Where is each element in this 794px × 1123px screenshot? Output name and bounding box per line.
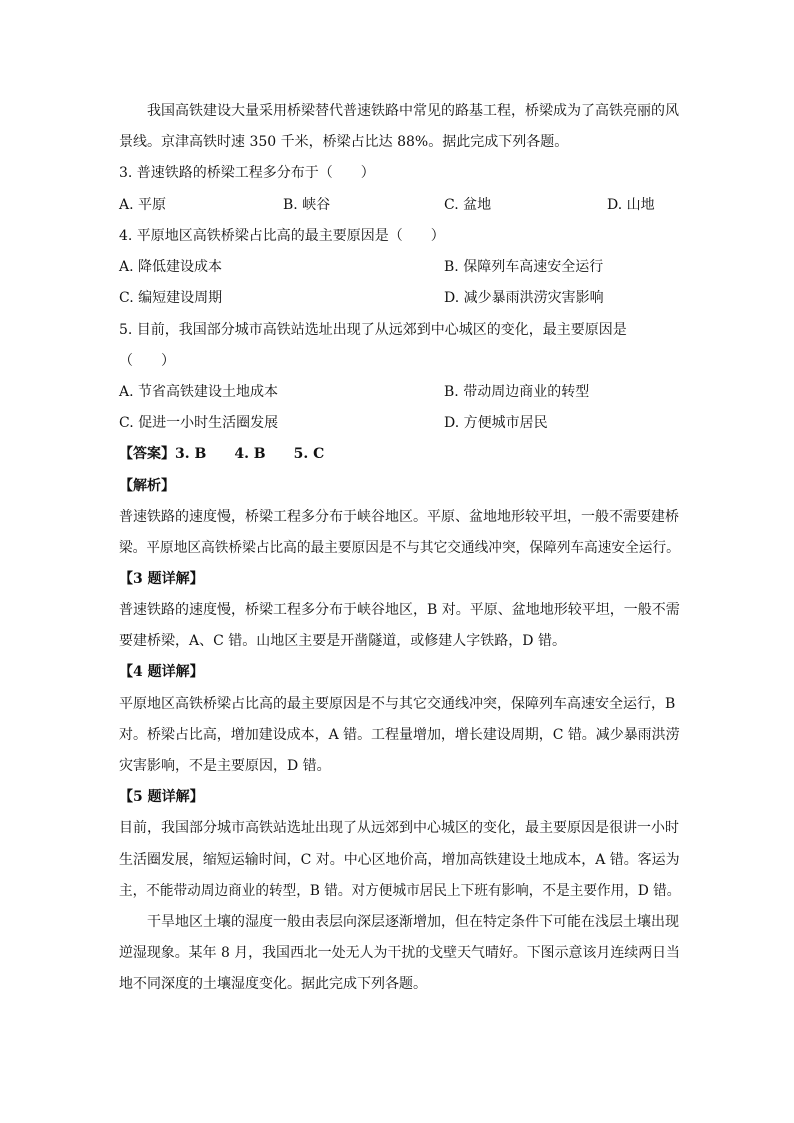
q3-option-d: D. 山地 xyxy=(607,197,655,213)
q5-option-c: C. 促进一小时生活圈发展 xyxy=(119,415,279,431)
q3-option-b: B. 峡谷 xyxy=(283,197,331,213)
detail-5-line-2: 生活圈发展，缩短运输时间，C 对。中心区地价高，增加高铁建设土地成本，A 错。客运为 xyxy=(119,852,680,868)
detail-5-line-1: 目前，我国部分城市高铁站选址出现了从远郊到中心城区的变化，最主要原因是很讲一小时 xyxy=(119,820,679,836)
intro-b-line-1: 干旱地区土壤的湿度一般由表层向深层逐渐增加，但在特定条件下可能在浅层土壤出现 xyxy=(147,914,679,930)
analysis-line-2: 梁。平原地区高铁桥梁占比高的最主要原因是不与其它交通线冲突，保障列车高速安全运行。 xyxy=(119,540,680,556)
q3-option-c: C. 盆地 xyxy=(444,197,492,213)
q4-option-d: D. 减少暴雨洪涝灾害影响 xyxy=(444,290,604,306)
detail-5-heading: 【5 题详解】 xyxy=(119,789,204,805)
analysis-line-1: 普速铁路的速度慢，桥梁工程多分布于峡谷地区。平原、盆地地形较平坦，一般不需要建桥 xyxy=(119,509,679,525)
intro-b-line-2: 逆湿现象。某年 8 月，我国西北一处无人为干扰的戈壁天气晴好。下图示意该月连续两日当 xyxy=(119,945,680,961)
q4-stem: 4. 平原地区高铁桥梁占比高的最主要原因是（ ） xyxy=(119,228,445,244)
detail-5-line-3: 主，不能带动周边商业的转型，B 错。对方便城市居民上下班有影响，不是主要作用，D 错。 xyxy=(119,883,681,899)
detail-4-heading: 【4 题详解】 xyxy=(119,664,204,680)
q5-option-d: D. 方便城市居民 xyxy=(444,415,548,431)
detail-3-line-2: 要建桥梁，A、C 错。山地区主要是开凿隧道，或修建人字铁路，D 错。 xyxy=(119,633,566,649)
q5-stem-line-1: 5. 目前，我国部分城市高铁站选址出现了从远郊到中心城区的变化，最主要原因是 xyxy=(119,322,627,338)
detail-4-line-3: 灾害影响，不是主要原因，D 错。 xyxy=(119,758,331,774)
intro-a-line-2: 景线。京津高铁时速 350 千米，桥梁占比达 88%。据此完成下列各题。 xyxy=(119,134,569,150)
q4-option-c: C. 编短建设周期 xyxy=(119,290,223,306)
intro-a-line-1: 我国高铁建设大量采用桥梁替代普速铁路中常见的路基工程，桥梁成为了高铁亮丽的风 xyxy=(147,103,679,119)
detail-4-line-2: 对。桥梁占比高，增加建设成本，A 错。工程量增加，增长建设周期，C 错。减少暴雨洪涝 xyxy=(119,727,680,743)
analysis-heading: 【解析】 xyxy=(119,478,175,494)
detail-4-line-1: 平原地区高铁桥梁占比高的最主要原因是不与其它交通线冲突，保障列车高速安全运行，B xyxy=(119,696,676,712)
q4-option-a: A. 降低建设成本 xyxy=(119,259,223,275)
q3-option-a: A. 平原 xyxy=(119,197,167,213)
answer-line: 【答案】3. B 4. B 5. C xyxy=(119,446,325,462)
intro-b-line-3: 地不同深度的土壤湿度变化。据此完成下列各题。 xyxy=(119,976,427,992)
q4-option-b: B. 保障列车高速安全运行 xyxy=(444,259,604,275)
q3-stem: 3. 普速铁路的桥梁工程多分布于（ ） xyxy=(119,165,375,181)
q5-stem-line-2: （ ） xyxy=(119,353,175,369)
detail-3-heading: 【3 题详解】 xyxy=(119,571,204,587)
q5-option-a: A. 节省高铁建设土地成本 xyxy=(119,384,279,400)
q5-option-b: B. 带动周边商业的转型 xyxy=(444,384,590,400)
detail-3-line-1: 普速铁路的速度慢，桥梁工程多分布于峡谷地区，B 对。平原、盆地地形较平坦，一般不需 xyxy=(119,602,680,618)
